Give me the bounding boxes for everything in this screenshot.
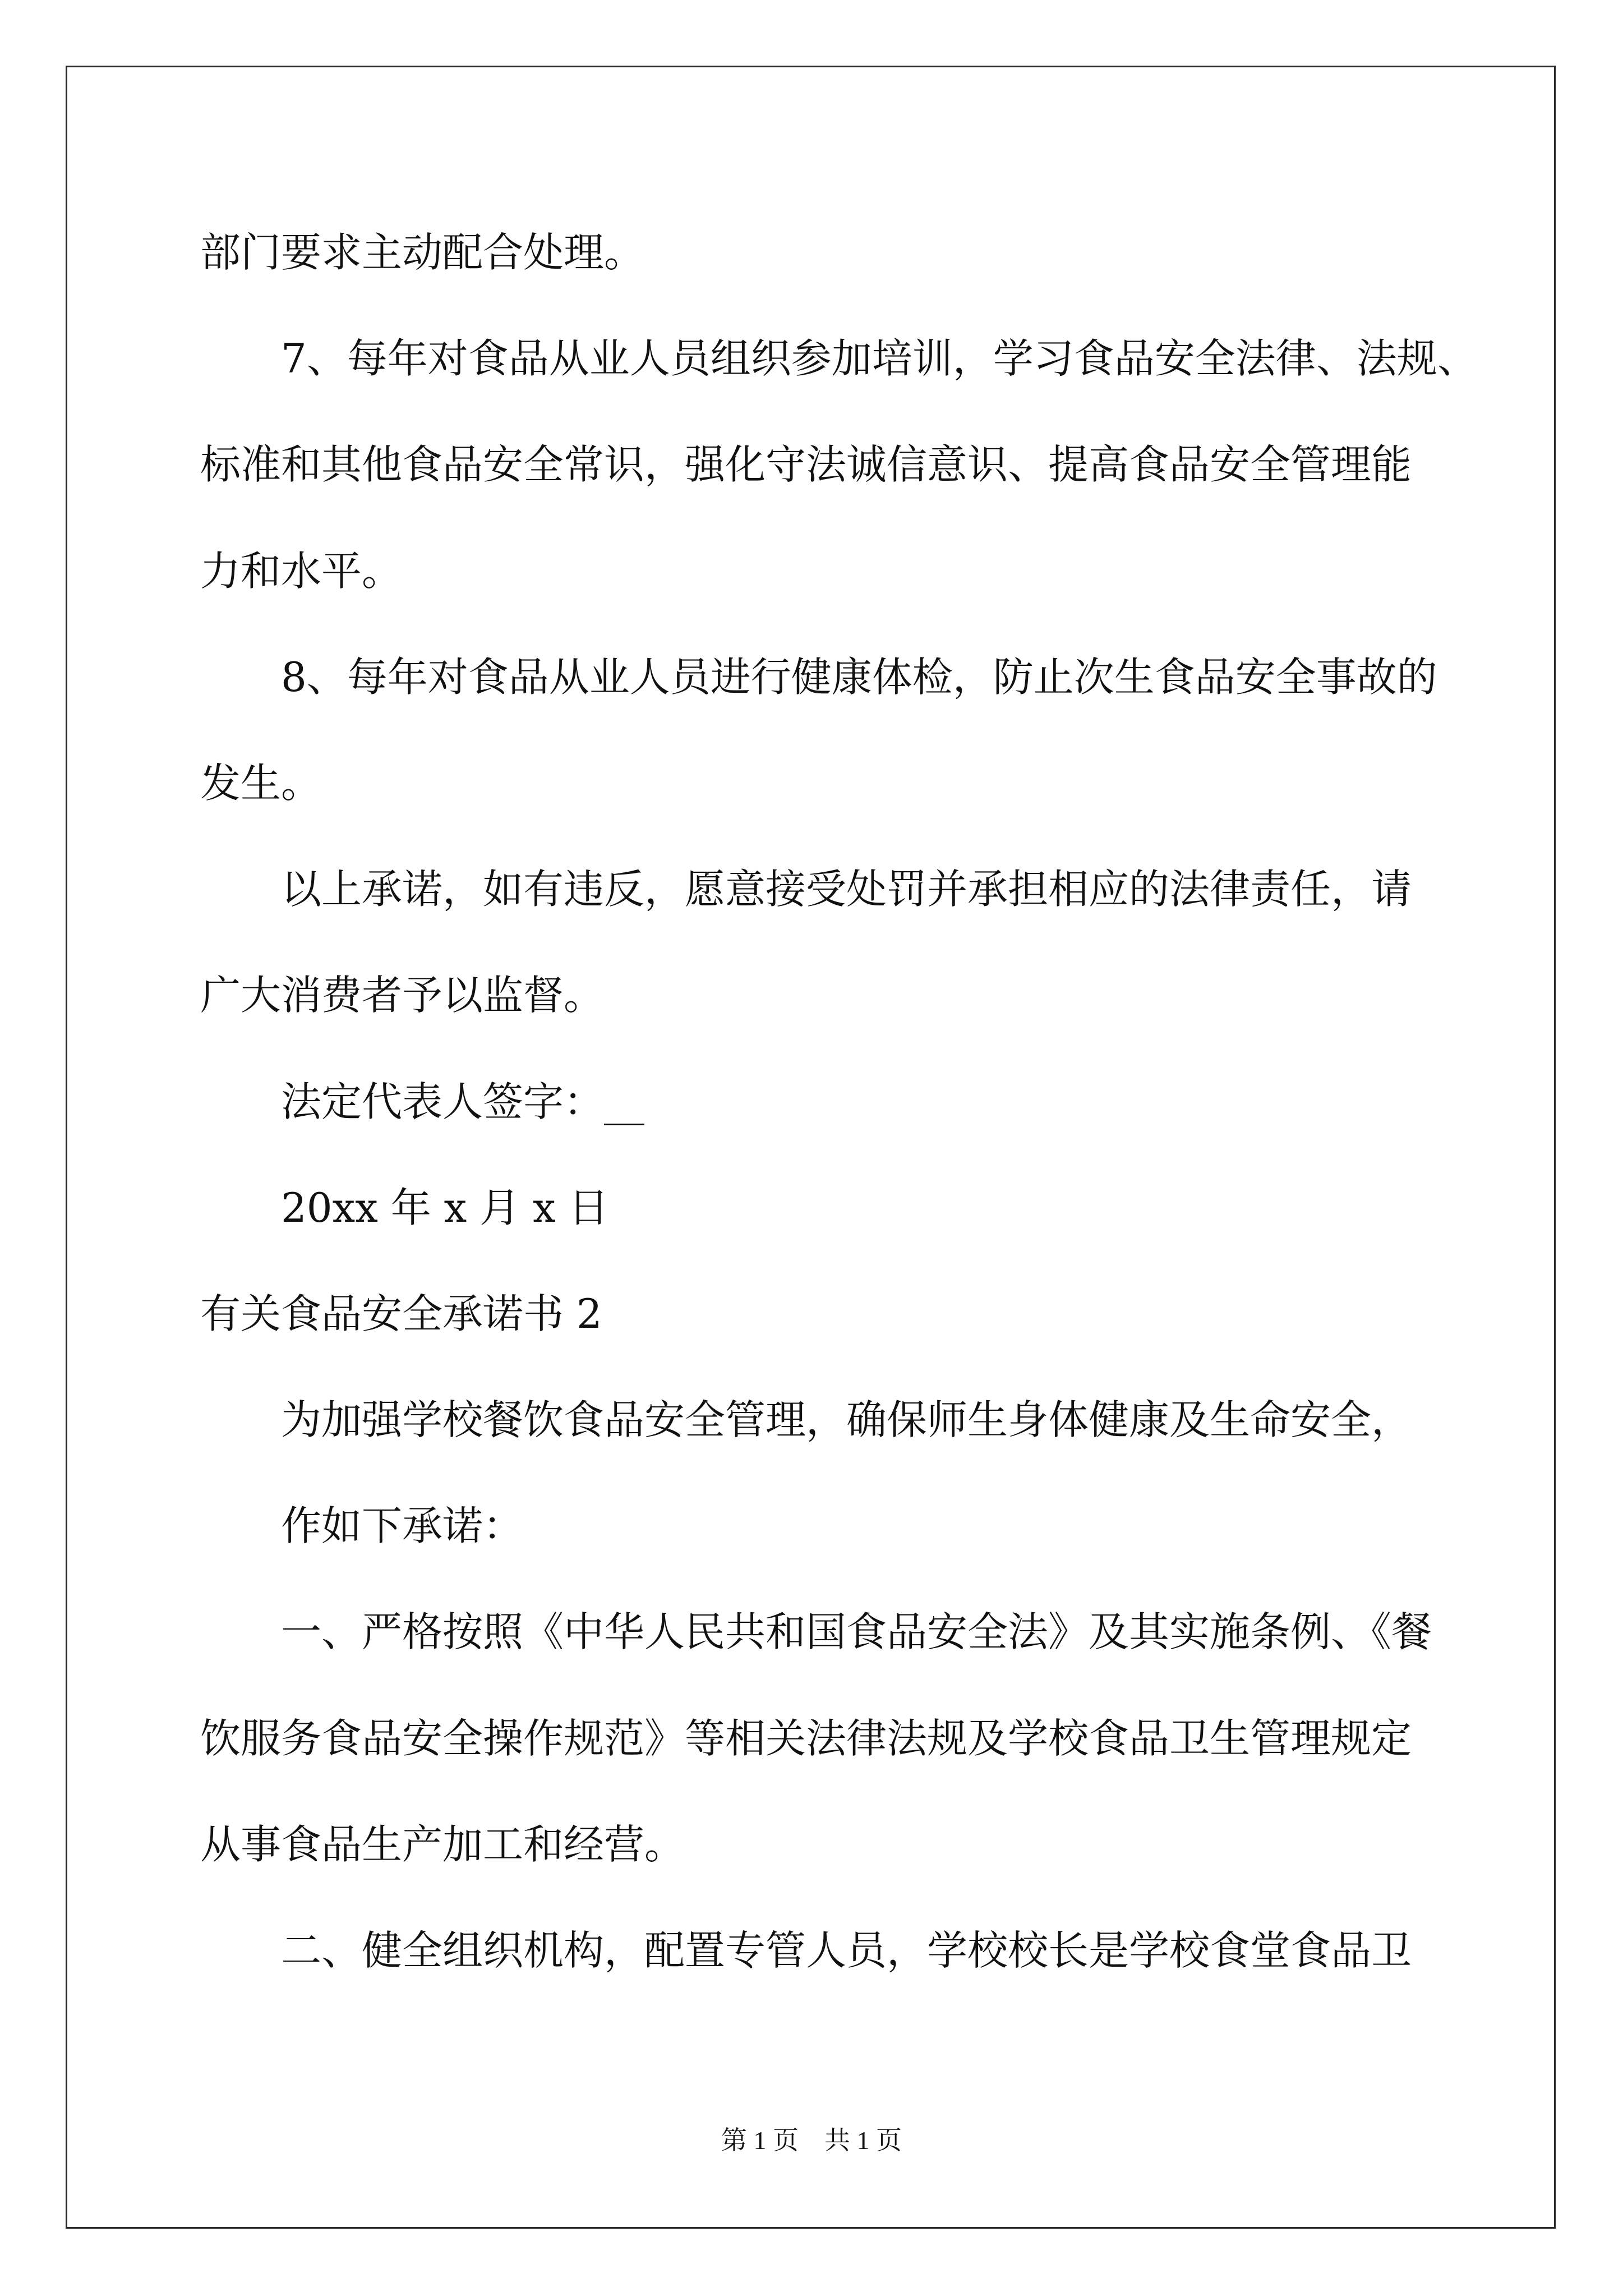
paragraph	[200, 306, 1535, 624]
text-line: 7、每年对食品从业人员组织参加培训，学习食品安全法律、法规、	[281, 335, 1478, 383]
section-title: 有关食品安全承诺书 2	[200, 1290, 602, 1337]
paragraph	[200, 836, 1535, 1048]
paragraph	[200, 1898, 1535, 2004]
date-paragraph	[200, 1155, 1535, 1261]
paragraph	[200, 1473, 1535, 1579]
text-line: 一、严格按照《中华人民共和国食品安全法》及其实施条例、《餐	[281, 1608, 1432, 1656]
paragraph	[200, 200, 1535, 306]
signature-line: 法定代表人签字：__	[281, 1078, 645, 1125]
signature-paragraph	[200, 1049, 1535, 1155]
text-line: 二、健全组织机构，配置专管人员，学校校长是学校食堂食品卫	[281, 1927, 1412, 1974]
date-line: 20xx 年 x 月 x 日	[281, 1184, 609, 1231]
text-line: 力和水平。	[200, 547, 403, 595]
page-footer: 第 1 页 共 1 页	[721, 2126, 902, 2155]
text-line: 饮服务食品安全操作规范》等相关法律法规及学校食品卫生管理规定	[200, 1714, 1412, 1762]
text-line: 标准和其他食品安全常识，强化守法诚信意识、提高食品安全管理能	[200, 441, 1412, 489]
document-body	[200, 200, 1535, 2004]
text-line: 为加强学校餐饮食品安全管理，确保师生身体健康及生命安全，	[281, 1396, 1412, 1444]
text-line: 以上承诺，如有违反，愿意接受处罚并承担相应的法律责任，请	[281, 866, 1412, 913]
text-line: 8、每年对食品从业人员进行健康体检，防止次生食品安全事故的	[281, 653, 1437, 701]
text-line: 从事食品生产加工和经营。	[200, 1820, 685, 1868]
paragraph	[200, 1367, 1535, 1473]
text-line: 发生。	[200, 759, 322, 807]
text-line: 部门要求主动配合处理。	[200, 229, 645, 276]
paragraph	[200, 624, 1535, 836]
section-heading	[200, 1261, 1535, 1367]
text-line: 作如下承诺：	[281, 1502, 524, 1550]
text-line: 广大消费者予以监督。	[200, 972, 605, 1019]
paragraph	[200, 1579, 1535, 1898]
